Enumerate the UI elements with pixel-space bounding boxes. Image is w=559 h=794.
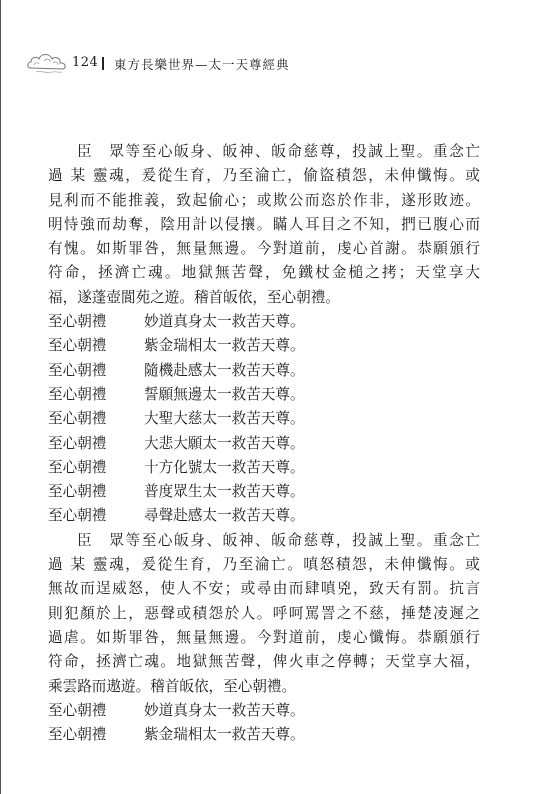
litany-line	[48, 334, 480, 358]
text-line: 過 某 靈魂，爰從生育，乃至淪亡。嗔怒積怨，未伸懺悔。或	[48, 556, 480, 574]
text-line: 明恃強而劫奪，陰用計以侵攘。瞞人耳目之不知，捫已腹心而	[48, 215, 480, 233]
text-line: 符命，拯濟亡魂。地獄無苦聲，免鐵杖金槌之拷；天堂享大	[48, 264, 480, 282]
page-edge	[0, 0, 1, 794]
litany-1	[48, 310, 480, 529]
litany-line	[48, 359, 480, 383]
litany-lead: 至心朝禮	[48, 313, 107, 331]
text-line: 過 某 靈魂，爰從生育，乃至淪亡，偷盜積怨，未伸懺悔。或	[48, 167, 480, 185]
cloud-ornament-icon	[26, 48, 70, 78]
litany-name: 普度眾生太一救苦天尊。	[144, 483, 305, 501]
paragraph-1	[48, 140, 480, 310]
litany-lead: 至心朝禮	[48, 726, 107, 744]
litany-name: 妙道真身太一救苦天尊。	[144, 313, 305, 331]
litany-lead: 至心朝禮	[48, 701, 107, 719]
litany-name: 尋聲赴感太一救苦天尊。	[144, 507, 305, 525]
litany-name: 大悲大願太一救苦天尊。	[144, 434, 305, 452]
litany-name: 隨機赴感太一救苦天尊。	[144, 361, 305, 379]
litany-lead: 至心朝禮	[48, 483, 107, 501]
litany-lead: 至心朝禮	[48, 507, 107, 525]
text-line: 則犯顏於上，惡聲或積怨於人。呼呵罵詈之不慈，捶楚凌遲之	[48, 604, 480, 622]
litany-lead: 至心朝禮	[48, 361, 107, 379]
paragraph-2	[48, 529, 480, 699]
text-line: 過虐。如斯罪咎，無量無邊。今對道前，虔心懺悔。恭願頒行	[48, 628, 480, 646]
litany-name: 紫金瑞相太一救苦天尊。	[144, 337, 305, 355]
text-line: 有愧。如斯罪咎，無量無邊。今對道前，虔心首謝。恭願頒行	[48, 240, 480, 258]
litany-line	[48, 432, 480, 456]
header-separator	[102, 57, 104, 70]
text-line: 符命，拯濟亡魂。地獄無苦聲，俾火車之停轉；天堂享大福，	[48, 653, 480, 671]
text-line: 乘雲路而遨遊。稽首皈依，至心朝禮。	[48, 677, 297, 695]
litany-name: 大聖大慈太一救苦天尊。	[144, 410, 305, 428]
litany-name: 紫金瑞相太一救苦天尊。	[144, 726, 305, 744]
litany-line	[48, 699, 480, 723]
litany-lead: 至心朝禮	[48, 337, 107, 355]
page-number: 124	[72, 55, 99, 70]
litany-line	[48, 480, 480, 504]
litany-2	[48, 699, 480, 748]
litany-lead: 至心朝禮	[48, 410, 107, 428]
litany-line	[48, 723, 480, 747]
litany-name: 誓願無邊太一救苦天尊。	[144, 385, 305, 403]
litany-lead: 至心朝禮	[48, 385, 107, 403]
litany-line	[48, 383, 480, 407]
litany-line	[48, 504, 480, 528]
litany-name: 妙道真身太一救苦天尊。	[144, 701, 305, 719]
litany-line	[48, 310, 480, 334]
text-line: 無故而逞威怒，使人不安；或尋由而肆嗔兇，致天有罰。抗言	[48, 580, 480, 598]
body-text	[48, 140, 480, 747]
page-header	[26, 48, 326, 78]
text-line: 臣 眾等至心皈身、皈神、皈命慈尊，投誠上聖。重念亡	[77, 143, 480, 160]
litany-name: 十方化號太一救苦天尊。	[144, 458, 305, 476]
litany-line	[48, 407, 480, 431]
text-line: 福，遂蓬壺閬苑之遊。稽首皈依，至心朝禮。	[48, 288, 340, 306]
text-line: 見利而不能推義，致起偷心；或欺公而恣於作非，遂形敗迹。	[48, 191, 480, 209]
text-line: 臣 眾等至心皈身、皈神、皈命慈尊，投誠上聖。重念亡	[77, 531, 480, 549]
litany-lead: 至心朝禮	[48, 434, 107, 452]
litany-lead: 至心朝禮	[48, 458, 107, 476]
litany-line	[48, 456, 480, 480]
running-title: 東方長樂世界—太一天尊經典	[114, 57, 290, 72]
